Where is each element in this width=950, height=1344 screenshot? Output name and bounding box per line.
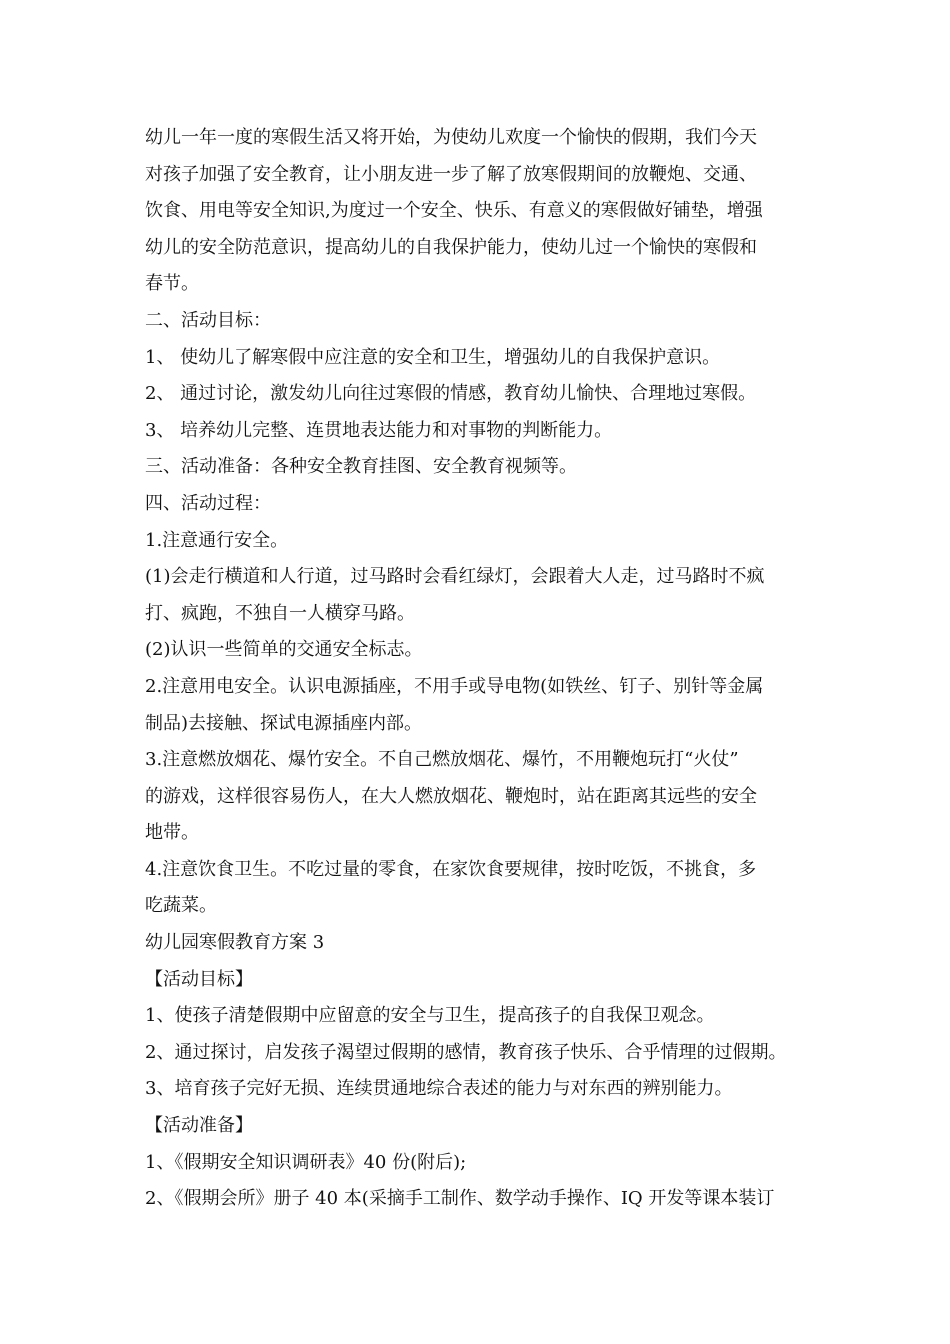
list-item: 2.注意用电安全。认识电源插座，不用手或导电物(如铁丝、钉子、别针等金属 bbox=[145, 675, 764, 697]
text-line: (2)认识一些简单的交通安全标志。 bbox=[145, 639, 423, 661]
text-line: 地带。 bbox=[145, 822, 199, 844]
text-line: 打、疯跑，不独自一人横穿马路。 bbox=[145, 602, 415, 624]
document-title: 幼儿园寒假教育方案 3 bbox=[145, 932, 325, 954]
text-line: 的游戏，这样很容易伤人，在大人燃放烟花、鞭炮时，站在距离其远些的安全 bbox=[145, 785, 757, 807]
text-line: 春节。 bbox=[145, 273, 199, 295]
text-line: 吃蔬菜。 bbox=[145, 895, 217, 917]
list-item: 3.注意燃放烟花、爆竹安全。不自己燃放烟花、爆竹，不用鞭炮玩打“火仗” bbox=[145, 749, 739, 771]
list-item: 3、培育孩子完好无损、连续贯通地综合表述的能力与对东西的辨别能力。 bbox=[145, 1078, 733, 1100]
text-line: 幼儿一年一度的寒假生活又将开始，为使幼儿欢度一个愉快的假期，我们今天 bbox=[145, 127, 757, 148]
text-line: 幼儿的安全防范意识，提高幼儿的自我保护能力，使幼儿过一个愉快的寒假和 bbox=[145, 236, 757, 258]
list-item: 2、通过探讨，启发孩子渴望过假期的感情，教育孩子快乐、合乎情理的过假期。 bbox=[145, 1041, 787, 1063]
section-heading: 二、活动目标： bbox=[145, 309, 271, 331]
list-item: 4.注意饮食卫生。不吃过量的零食，在家饮食要规律，按时吃饭，不挑食，多 bbox=[145, 858, 757, 880]
section-heading: 四、活动过程： bbox=[145, 492, 271, 514]
document-body bbox=[145, 120, 825, 1218]
section-heading: 【活动准备】 bbox=[145, 1115, 253, 1137]
text-line: 对孩子加强了安全教育，让小朋友进一步了解了放寒假期间的放鞭炮、交通、 bbox=[145, 163, 757, 185]
text-line: 制品)去接触、探试电源插座内部。 bbox=[145, 712, 423, 734]
text-line: 饮食、用电等安全知识,为度过一个安全、快乐、有意义的寒假做好铺垫，增强 bbox=[145, 200, 763, 222]
list-item: 1、《假期安全知识调研表》40 份(附后); bbox=[145, 1151, 467, 1173]
list-item: 1、 使幼儿了解寒假中应注意的安全和卫生，增强幼儿的自我保护意识。 bbox=[145, 346, 721, 368]
section-heading: 【活动目标】 bbox=[145, 968, 253, 990]
text-line: (1)会走行横道和人行道，过马路时会看红绿灯，会跟着大人走，过马路时不疯 bbox=[145, 566, 765, 588]
section-heading: 三、活动准备：各种安全教育挂图、安全教育视频等。 bbox=[145, 456, 577, 478]
list-item: 2、《假期会所》册子 40 本(采摘手工制作、数学动手操作、IQ 开发等课本装订 bbox=[145, 1188, 775, 1210]
list-item: 2、 通过讨论，激发幼儿向往过寒假的情感，教育幼儿愉快、合理地过寒假。 bbox=[145, 383, 757, 405]
list-item: 3、 培养幼儿完整、连贯地表达能力和对事物的判断能力。 bbox=[145, 419, 613, 441]
list-item: 1、使孩子清楚假期中应留意的安全与卫生，提高孩子的自我保卫观念。 bbox=[145, 1005, 715, 1027]
list-item: 1.注意通行安全。 bbox=[145, 529, 289, 551]
